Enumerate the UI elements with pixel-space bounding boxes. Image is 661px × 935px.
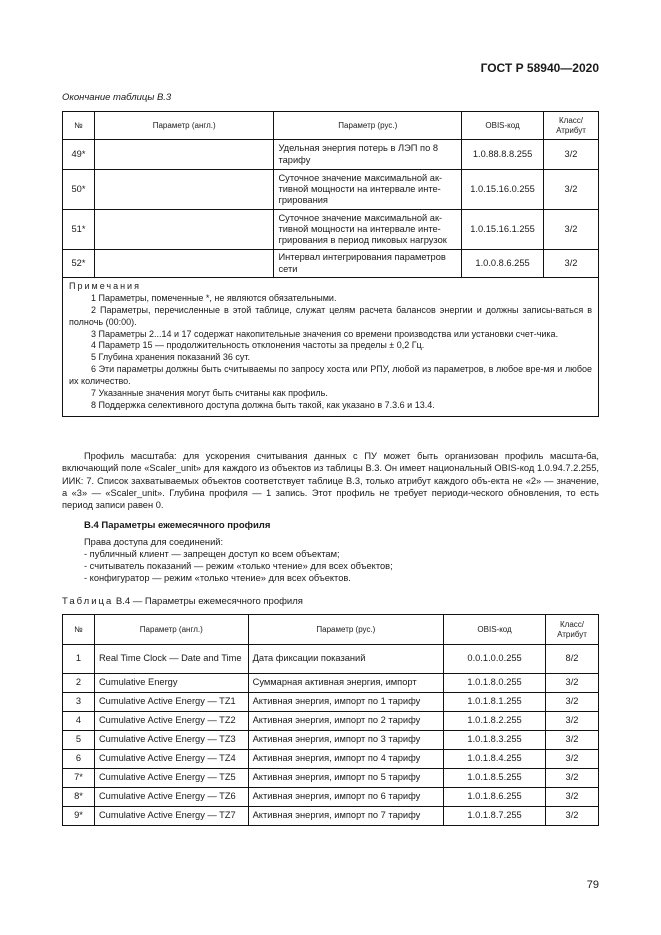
cell-rus: Суммарная активная энергия, импорт	[248, 674, 444, 693]
cell-eng: Cumulative Active Energy — TZ2	[94, 712, 248, 731]
cell-eng: Real Time Clock — Date and Time	[94, 645, 248, 674]
cell-no: 7*	[63, 769, 95, 788]
cell-no: 1	[63, 645, 95, 674]
note-item: 3 Параметры 2...14 и 17 содержат накопительные значения со времени производства или установки счет-чика.	[91, 328, 559, 339]
cell-class: 3/2	[546, 788, 599, 807]
cell-obis: 1.0.15.16.0.255	[462, 170, 544, 210]
col-header-class: Класс/ Атрибут	[546, 615, 599, 645]
cell-rus: Активная энергия, импорт по 3 тарифу	[248, 731, 444, 750]
cell-no: 49*	[63, 140, 95, 170]
access-item: - публичный клиент — запрещен доступ ко всем объектам;	[84, 549, 340, 560]
cell-rus: Активная энергия, импорт по 5 тарифу	[248, 769, 444, 788]
cell-eng: Cumulative Active Energy — TZ1	[94, 693, 248, 712]
cell-class: 3/2	[544, 210, 599, 250]
table-row	[63, 769, 599, 788]
cell-obis: 1.0.1.8.6.255	[444, 788, 546, 807]
cell-no: 9*	[63, 807, 95, 826]
cell-eng: Cumulative Active Energy — TZ3	[94, 731, 248, 750]
col-header-obis: OBIS-код	[462, 112, 544, 140]
cell-class: 3/2	[546, 712, 599, 731]
note-item: 8 Поддержка селективного доступа должна быть такой, как указано в 7.3.6 и 13.4.	[91, 399, 435, 410]
access-intro: Права доступа для соединений:	[84, 537, 224, 547]
cell-eng: Cumulative Active Energy — TZ7	[94, 807, 248, 826]
note-item: 6 Эти параметры должны быть считываемы по запросу хоста или РПУ, любой из параметров, в любое вре-мя и любое их количество.	[69, 364, 592, 386]
cell-obis: 1.0.0.8.6.255	[462, 250, 544, 278]
cell-obis: 1.0.1.8.5.255	[444, 769, 546, 788]
col-header-obis: OBIS-код	[444, 615, 546, 645]
note-item: 1 Параметры, помеченные *, не являются обязательными.	[91, 292, 337, 303]
cell-class: 8/2	[546, 645, 599, 674]
table-row	[63, 674, 599, 693]
cell-obis: 1.0.1.8.0.255	[444, 674, 546, 693]
standard-designation: ГОСТ Р 58940—2020	[480, 61, 599, 75]
cell-eng: Cumulative Energy	[94, 674, 248, 693]
cell-no: 4	[63, 712, 95, 731]
cell-obis: 1.0.1.8.7.255	[444, 807, 546, 826]
cell-class: 3/2	[546, 731, 599, 750]
table-row	[63, 250, 599, 278]
cell-class: 3/2	[546, 769, 599, 788]
cell-no: 8*	[63, 788, 95, 807]
access-rights	[84, 536, 393, 584]
table-word: Таблица	[62, 596, 114, 607]
col-header-eng: Параметр (англ.)	[94, 615, 248, 645]
cell-no: 6	[63, 750, 95, 769]
cell-rus: Активная энергия, импорт по 6 тарифу	[248, 788, 444, 807]
table-row	[63, 788, 599, 807]
cell-rus: Активная энергия, импорт по 4 тарифу	[248, 750, 444, 769]
note-item: 7 Указанные значения могут быть считаны как профиль.	[91, 387, 328, 398]
cell-eng	[94, 250, 274, 278]
cell-eng	[94, 140, 274, 170]
note-item: 2 Параметры, перечисленные в этой таблице, служат целям расчета балансов энергии и должны записы-ваться в полночь (00:00).	[69, 304, 592, 327]
cell-class: 3/2	[546, 693, 599, 712]
cell-eng: Cumulative Active Energy — TZ4	[94, 750, 248, 769]
col-header-rus: Параметр (рус.)	[248, 615, 444, 645]
table-b4-caption	[62, 596, 303, 607]
col-header-eng: Параметр (англ.)	[94, 112, 274, 140]
cell-obis: 1.0.1.8.1.255	[444, 693, 546, 712]
cell-no: 5	[63, 731, 95, 750]
cell-class: 3/2	[544, 250, 599, 278]
col-header-no: №	[63, 112, 95, 140]
cell-obis: 1.0.88.8.8.255	[462, 140, 544, 170]
scaler-profile-paragraph	[62, 450, 599, 511]
cell-eng	[94, 170, 274, 210]
cell-obis: 1.0.1.8.3.255	[444, 731, 546, 750]
cell-eng	[94, 210, 274, 250]
cell-obis: 0.0.1.0.0.255	[444, 645, 546, 674]
cell-no: 51*	[63, 210, 95, 250]
notes-block	[63, 278, 599, 417]
cell-eng: Cumulative Active Energy — TZ5	[94, 769, 248, 788]
cell-rus: Дата фиксации показаний	[248, 645, 444, 674]
cell-class: 3/2	[546, 807, 599, 826]
cell-rus: Активная энергия, импорт по 7 тарифу	[248, 807, 444, 826]
table-row	[63, 750, 599, 769]
paragraph-text: Профиль масштаба: для ускорения считывания данных с ПУ может быть организован профиль масшта-ба, включающий поле «Scaler_unit» для каждого из объектов из таблицы В.3. Он имеет национальный OBIS-код 1.0.94.7.2.255, ИИК: 7. Список захватываемых объектов соответствует таблице В.3, только атрибут каждого объ-екта не «2» — значение, а «3» — «Scaler_unit». Глубина профиля — 1 запись. Этот профиль не требует периоди-ческого обновления, то есть период записи равен 0.	[62, 451, 599, 511]
cell-obis: 1.0.15.16.1.255	[462, 210, 544, 250]
cell-no: 52*	[63, 250, 95, 278]
col-header-rus: Параметр (рус.)	[274, 112, 462, 140]
col-header-class: Класс/ Атрибут	[544, 112, 599, 140]
cell-rus: Интервал интегрирования параметров сети	[274, 250, 462, 278]
cell-no: 3	[63, 693, 95, 712]
notes-title: Примечания	[69, 281, 141, 291]
col-header-no: №	[63, 615, 95, 645]
table-b3-caption: Окончание таблицы В.3	[62, 92, 172, 103]
note-item: 5 Глубина хранения показаний 36 сут.	[91, 352, 250, 363]
cell-eng: Cumulative Active Energy — TZ6	[94, 788, 248, 807]
cell-rus: Активная энергия, импорт по 2 тарифу	[248, 712, 444, 731]
table-row	[63, 210, 599, 250]
page-number: 79	[586, 879, 599, 891]
table-row	[63, 170, 599, 210]
cell-rus: Суточное значение максимальной ак-тивной мощности на интервале инте-грирования	[274, 170, 462, 210]
cell-rus: Суточное значение максимальной ак-тивной мощности на интервале инте-грирования в период пиковых нагрузок	[274, 210, 462, 250]
table-b3-end	[62, 111, 599, 417]
table-row	[63, 645, 599, 674]
cell-rus: Активная энергия, импорт по 1 тарифу	[248, 693, 444, 712]
table-b4-title: В.4 — Параметры ежемесячного профиля	[113, 596, 303, 607]
access-item: - конфигуратор — режим «только чтение» для всех объектов.	[84, 573, 351, 584]
access-item: - считыватель показаний — режим «только чтение» для всех объектов;	[84, 561, 393, 572]
table-b4	[62, 614, 599, 826]
section-heading: В.4 Параметры ежемесячного профиля	[84, 520, 271, 531]
cell-obis: 1.0.1.8.4.255	[444, 750, 546, 769]
cell-rus: Удельная энергия потерь в ЛЭП по 8 тарифу	[274, 140, 462, 170]
table-row	[63, 693, 599, 712]
cell-class: 3/2	[546, 674, 599, 693]
table-row	[63, 807, 599, 826]
table-row	[63, 712, 599, 731]
cell-class: 3/2	[546, 750, 599, 769]
cell-no: 50*	[63, 170, 95, 210]
cell-class: 3/2	[544, 170, 599, 210]
table-row	[63, 140, 599, 170]
table-row	[63, 731, 599, 750]
cell-obis: 1.0.1.8.2.255	[444, 712, 546, 731]
cell-no: 2	[63, 674, 95, 693]
cell-class: 3/2	[544, 140, 599, 170]
note-item: 4 Параметр 15 — продолжительность отклонения частоты за пределы ± 0,2 Гц.	[91, 340, 425, 351]
